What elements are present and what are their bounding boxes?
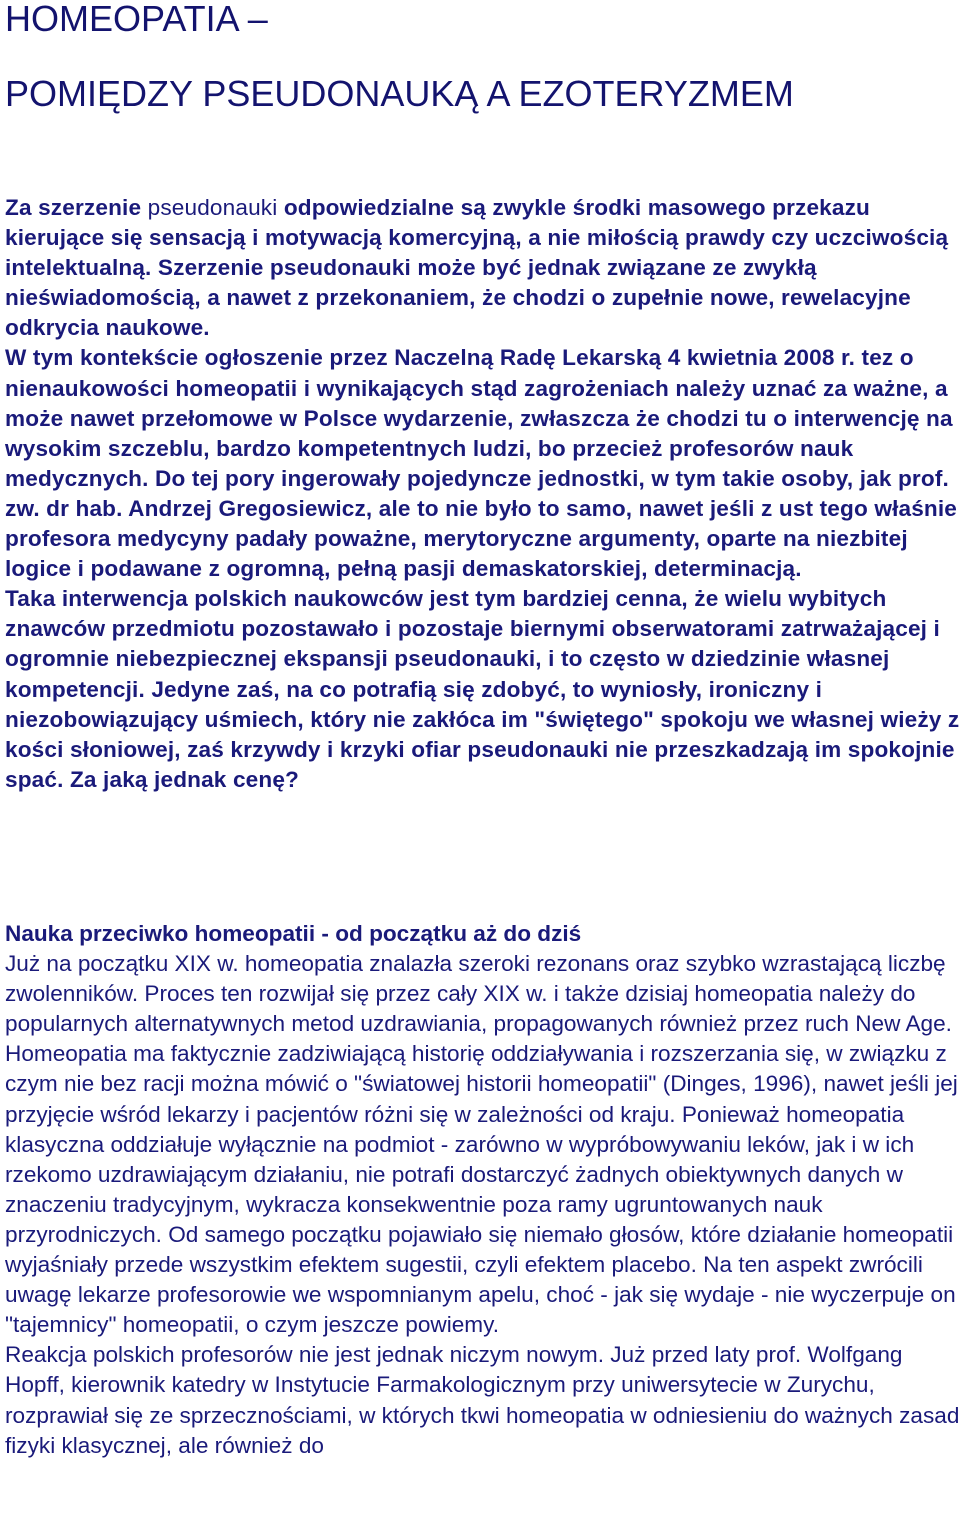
section-heading: Nauka przeciwko homeopatii - od początku aż do dziś [5, 921, 582, 946]
intro-text [5, 193, 960, 795]
intro-text-part-3: odpowiedzialne są zwykle środki masowego przekazu kierujące się sensacją i motywacją komercyjną, a nie miłością prawdy czy uczciwością intelektualną. Szerzenie pseudonauki może być jednak związane ze zwykłą nieświadomością, a nawet z przekonaniem, że chodzi o zupełnie nowe, rewelacyjne odkrycia naukowe. [5, 195, 949, 341]
title-line-1: HOMEOPATIA – [5, 0, 268, 39]
intro-text-part-1: Za szerzenie [5, 195, 148, 220]
section-paragraph-2: Reakcja polskich profesorów nie jest jednak niczym nowym. Już przed laty prof. Wolfgang Hopff, kierownik katedry w Instytucie Farmakologicznym przy uniwersytecie w Zurychu, rozprawiał się ze sprzecznościami, w których tkwi homeopatia w odniesieniu do ważnych zasad fizyki klasycznej, ale również do [5, 1342, 960, 1458]
intro-text-pseudonauki: pseudonauki [147, 195, 278, 220]
intro-paragraph-1 [5, 193, 960, 343]
intro-paragraph-2: W tym kontekście ogłoszenie przez Naczelną Radę Lekarską 4 kwietnia 2008 r. tez o nienaukowości homeopatii i wynikających stąd zagrożeniach należy uznać za ważne, a może nawet przełomowe w Polsce wydarzenie, zwłaszcza że chodzi tu o interwencję na wysokim szczeblu, bardzo kompetentnych ludzi, bo przecież profesorów nauk medycznych. Do tej pory ingerowały pojedyncze jednostki, w tym takie osoby, jak prof. zw. dr hab. Andrzej Gregosiewicz, ale to nie było to samo, nawet jeśli z ust tego właśnie profesora medycyny padały poważne, merytoryczne argumenty, oparte na niezbitej logice i podawane z ogromną, pełną pasji demaskatorskiej, determinacją. [5, 345, 958, 582]
intro-paragraph-3: Taka interwencja polskich naukowców jest tym bardziej cenna, że wielu wybitych znawców przedmiotu pozostawało i pozostaje biernymi obserwatorami zatrważającej i ogromnie niebezpiecznej ekspansji pseudonauki, i to często w dziedzinie własnej kompetencji. Jedyne zaś, na co potrafią się zdobyć, to wyniosły, ironiczny i niezobowiązujący uśmiech, który nie zakłóca im "świętego" spokoju we własnej wieży z kości słoniowej, zaś krzywdy i krzyki ofiar pseudonauki nie przeszkadzają im spokojnie spać. Za jaką jednak cenę? [5, 586, 960, 792]
section-paragraph-1: Już na początku XIX w. homeopatia znalazła szeroki rezonans oraz szybko wzrastającą liczbę zwolenników. Proces ten rozwijał się przez cały XIX w. i także dzisiaj homeopatia należy do popularnych alternatywnych metod uzdrawiania, propagowanych również przez ruch New Age. Homeopatia ma faktycznie zadziwiającą historię oddziaływania i rozszerzania się, w związku z czym nie bez racji można mówić o "światowej historii homeopatii" (Dinges, 1996), nawet jeśli jej przyjęcie wśród lekarzy i pacjentów różni się w zależności od kraju. Ponieważ homeopatia klasyczna oddziałuje wyłącznie na podmiot - zarówno w wypróbowywaniu leków, jak i w ich rzekomo uzdrawiającym działaniu, nie potrafi dostarczyć żadnych obiektywnych danych w znaczeniu tradycyjnym, wykracza konsekwentnie poza ramy ugruntowanych nauk przyrodniczych. Od samego początku pojawiało się niemało głosów, które działanie homeopatii wyjaśniały przede wszystkim efektem sugestii, czyli efektem placebo. Na ten aspekt zwrócili uwagę lekarze profesorowie we wspomnianym apelu, choć - jak się wydaje - nie wyczerpuje on "tajemnicy" homeopatii, o czym jeszcze powiemy. [5, 951, 958, 1338]
section-science-vs-homeopathy [5, 919, 960, 1461]
title-line-2: POMIĘDZY PSEUDONAUKĄ A EZOTERYZMEM [5, 73, 794, 114]
